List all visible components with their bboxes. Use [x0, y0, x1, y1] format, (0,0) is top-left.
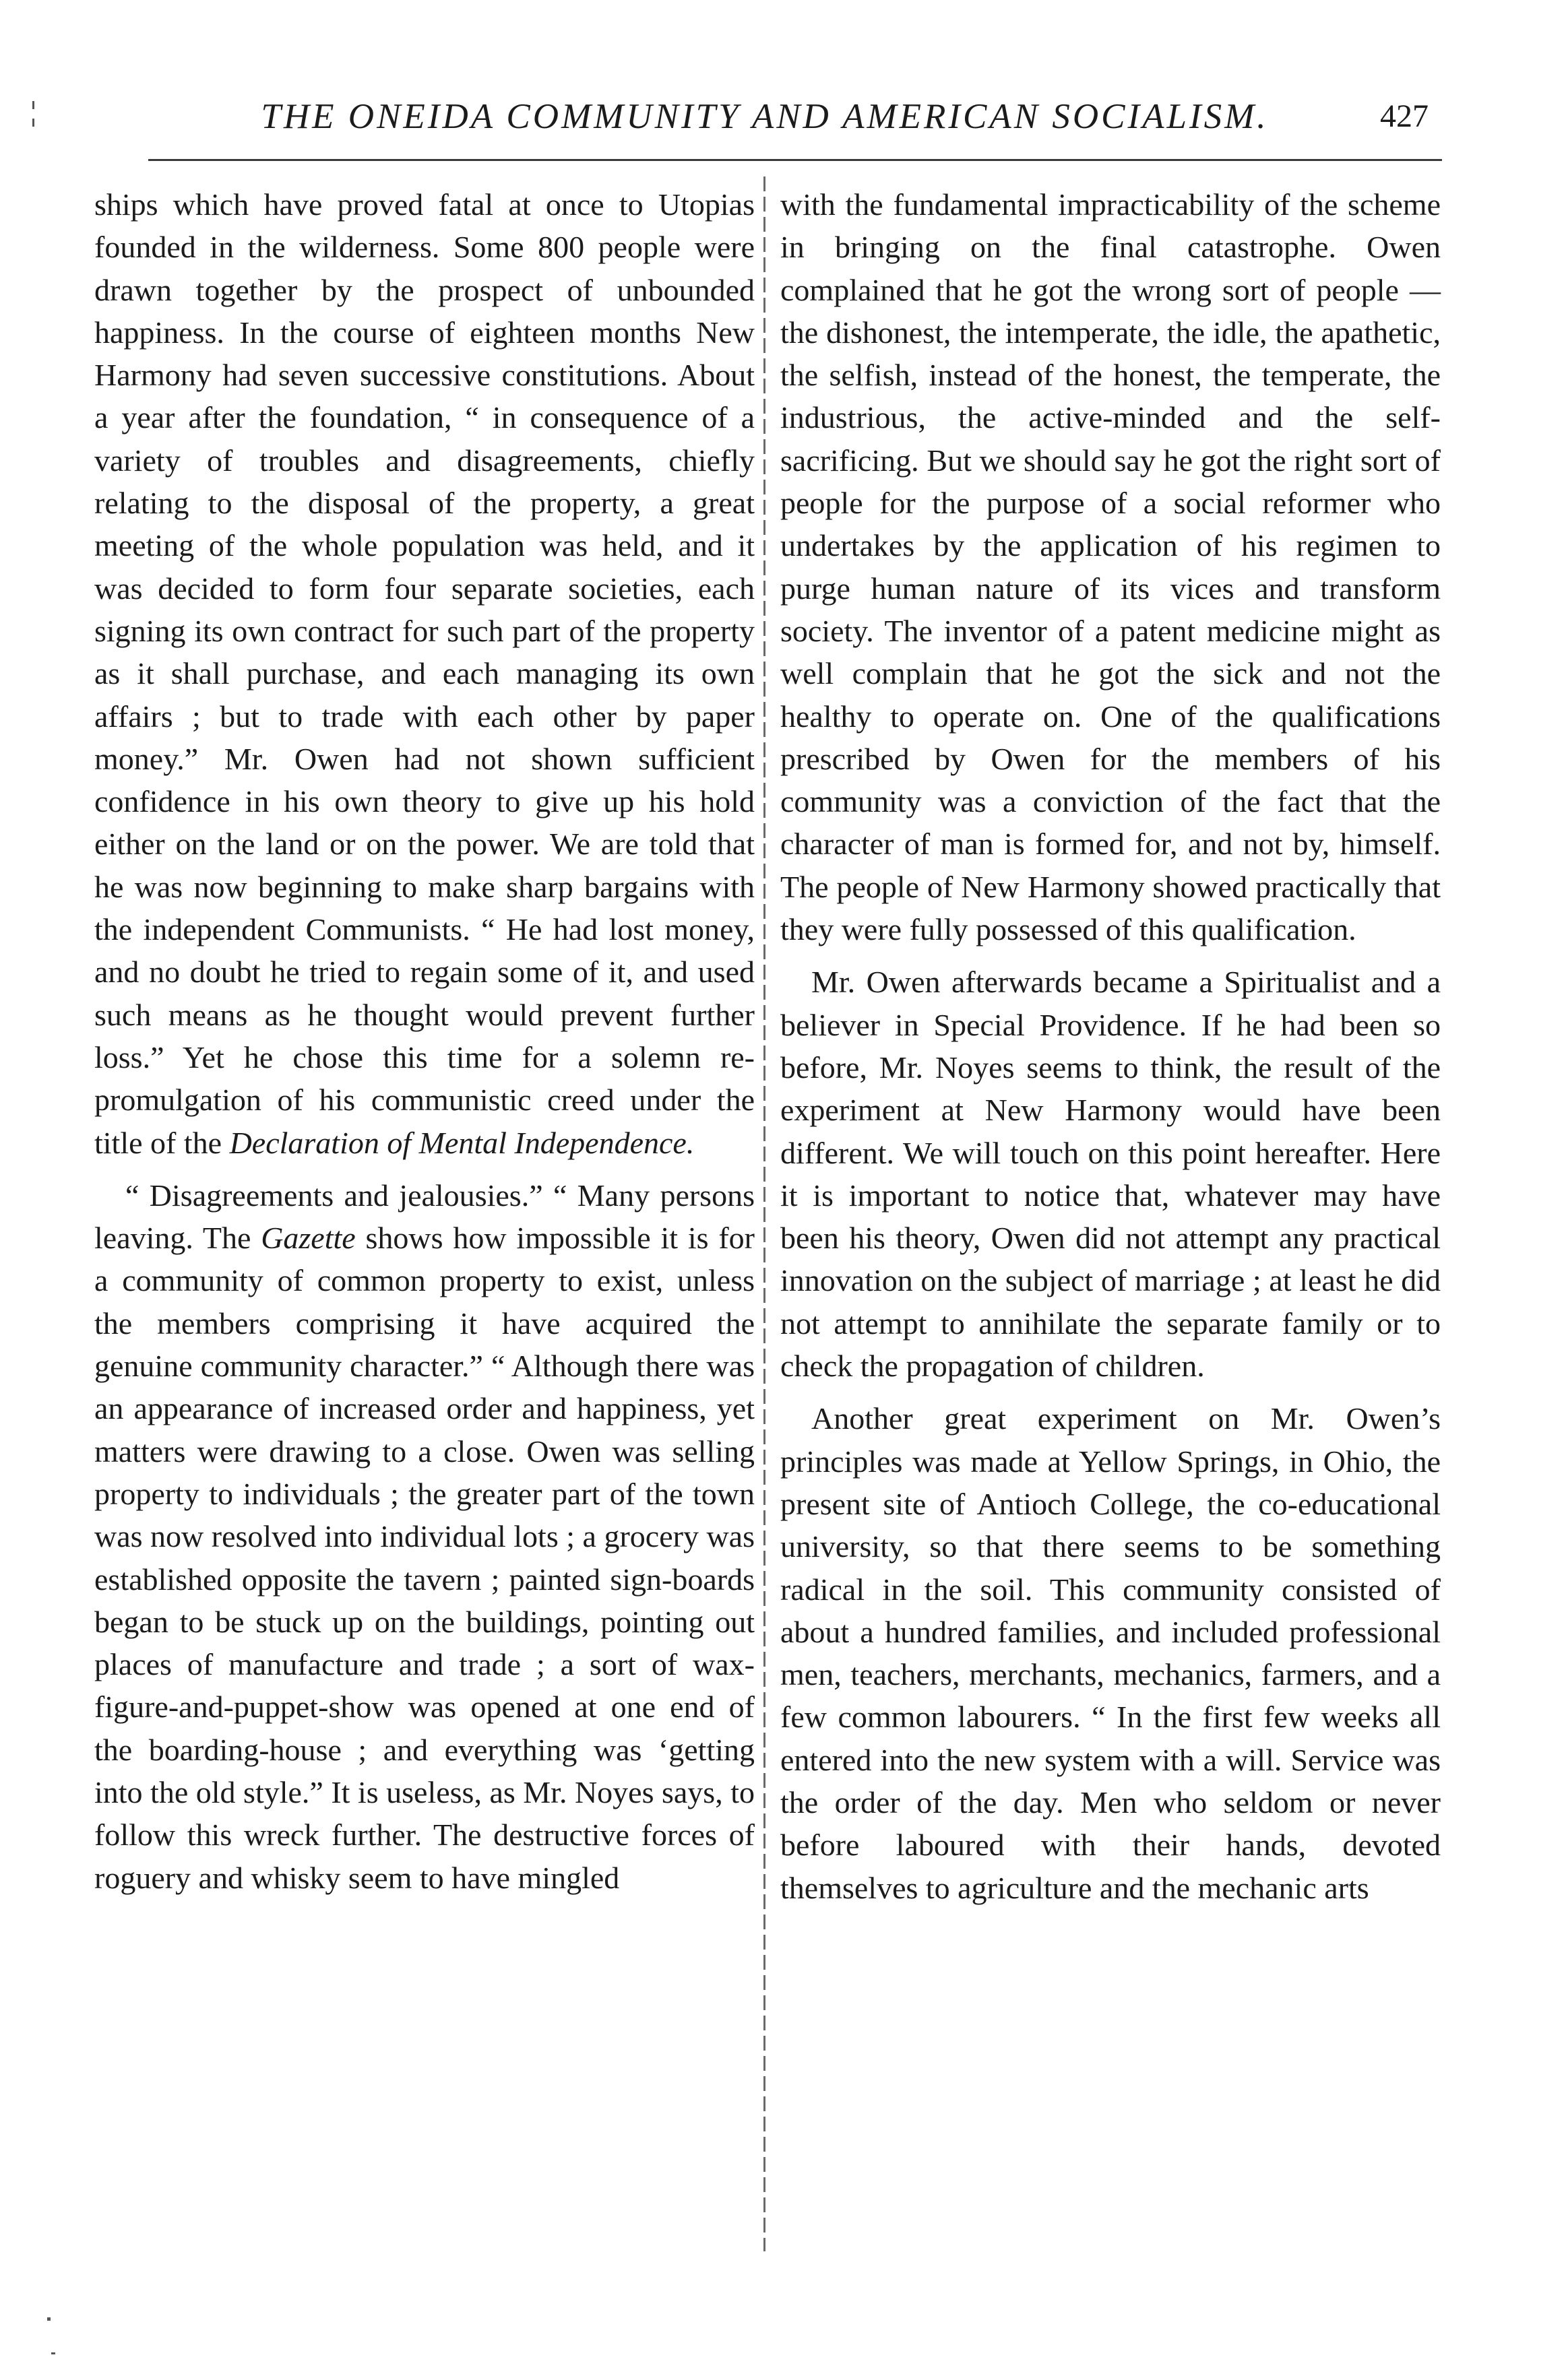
italic-title: Gazette: [261, 1221, 356, 1256]
paragraph-text: shows how impossible it is for a community of common property to exist, unless the members comprising it have acquired the genuine community character.” “ Although there was an appearance of increased order and happiness, yet matters were drawing to a close. Owen was selling property to individuals ; the greater part of the town was now resolved into individual lots ; a grocery was established opposite the tavern ; painted sign-boards began to be stuck up on the buildings, pointing out places of manufacture and trade ; a sort of wax-figure-and-puppet-show was opened at one end of the boarding-house ; and everything was ‘getting into the old style.” It is useless, as Mr. Noyes says, to follow this wreck further. The destructive forces of roguery and whisky seem to have mingled: [94, 1221, 755, 1895]
page-number: 427: [1380, 98, 1429, 134]
paragraph: [94, 1174, 755, 1899]
header-rule: [148, 159, 1442, 161]
column-divider: [763, 176, 765, 2251]
left-column: [94, 183, 755, 1899]
margin-mark: [32, 119, 34, 127]
italic-title: Declaration of Mental Independence.: [229, 1125, 695, 1160]
paragraph-text: “ Disagreements and jealousies.” “ Many persons leaving. The: [94, 1178, 755, 1256]
margin-mark: [51, 2352, 55, 2354]
right-column: [780, 183, 1441, 1909]
margin-mark: [47, 2317, 51, 2321]
paragraph: with the fundamental impracticability of the scheme in bringing on the final catastrophe. Owen complained that he got the wrong sort of people — the dishonest, the intemperate, the idle, the apathetic, the selfish, instead of the honest, the temperate, the industrious, the active-minded and the self-sacrificing. But we should say he got the right sort of people for the purpose of a social reformer who undertakes by the application of his regimen to purge human nature of its vices and transform society. The inventor of a patent medicine might as well complain that he got the sick and not the healthy to operate on. One of the qualifications prescribed by Owen for the members of his community was a conviction of the fact that the character of man is formed for, and not by, himself. The people of New Harmony showed practically that they were fully possessed of this qualification.: [780, 187, 1441, 947]
page-header: [40, 86, 1429, 147]
paragraph-text: ships which have proved fatal at once to Utopias founded in the wilderness. Some 800 people were drawn together by the prospect of unbounded happiness. In the course of eighteen months New Harmony had seven successive constitutions. About a year after the foundation, “ in consequence of a variety of troubles and disagreements, chiefly relating to the disposal of the property, a great meeting of the whole population was held, and it was decided to form four separate societies, each signing its own contract for such part of the property as it shall purchase, and each managing its own affairs ; but to trade with each other by paper money.” Mr. Owen had not shown sufficient confidence in his own theory to give up his hold either on the land or on the power. We are told that he was now beginning to make sharp bargains with the independent Communists. “ He had lost money, and no doubt he tried to regain some of it, and used such means as he thought would prevent further loss.” Yet he chose this time for a solemn re-promulgation of his communistic creed under the title of the: [94, 187, 755, 1160]
paragraph: Mr. Owen afterwards became a Spiritualist and a believer in Special Providence. If he had been so before, Mr. Noyes seems to think, the result of the experiment at New Harmony would have been different. We will touch on this point hereafter. Here it is important to notice that, whatever may have been his theory, Owen did not attempt any practical innovation on the subject of marriage ; at least he did not attempt to annihilate the separate family or to check the propagation of children.: [780, 965, 1441, 1384]
paragraph: [94, 183, 755, 1164]
running-head: THE ONEIDA COMMUNITY AND AMERICAN SOCIALISM.: [261, 97, 1269, 136]
paragraph: Another great experiment on Mr. Owen’s principles was made at Yellow Springs, in Ohio, the present site of Antioch College, the co-educational university, so that there seems to be something radical in the soil. This community consisted of about a hundred families, and included professional men, teachers, merchants, mechanics, farmers, and a few common labourers. “ In the first few weeks all entered into the new system with a will. Service was the order of the day. Men who seldom or never before laboured with their hands, devoted themselves to agriculture and the mechanic arts: [780, 1401, 1441, 1905]
margin-mark: [32, 101, 34, 109]
